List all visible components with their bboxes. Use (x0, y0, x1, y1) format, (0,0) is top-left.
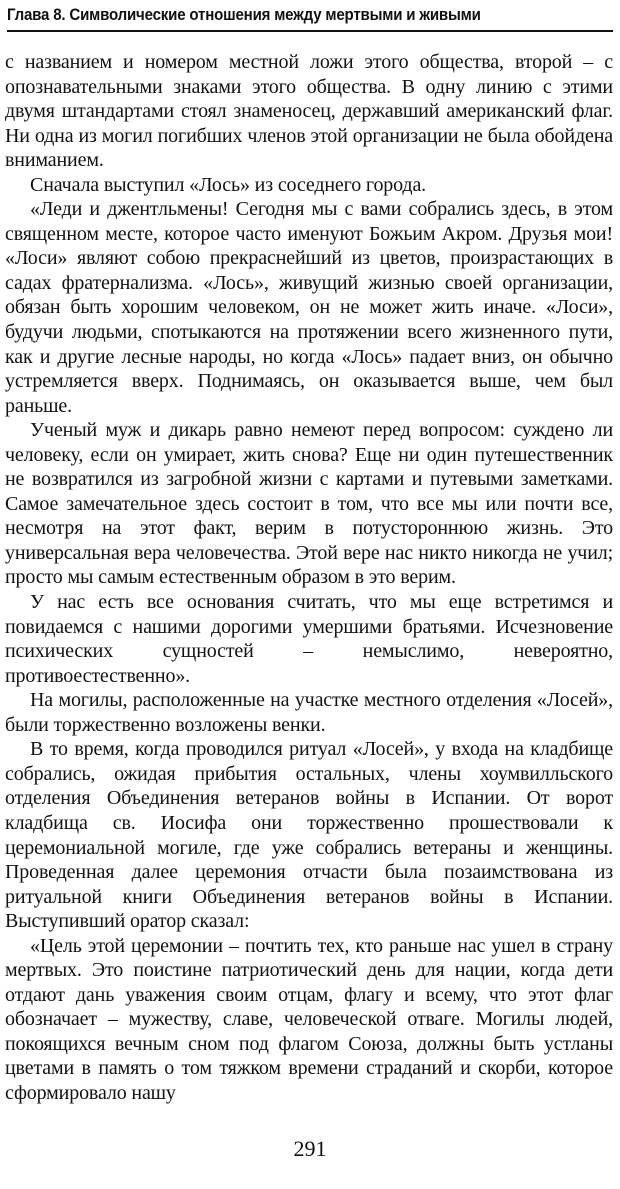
paragraph-2: Сначала выступил «Лось» из соседнего города. (30, 173, 427, 196)
paragraph-8: «Цель этой церемонии – почтить тех, кто раньше нас ушел в страну мертвых. Это поистине патриотический день для нации, когда дети отдают дань уважения своим отцам, флагу и всему, что этот флаг обозначает – мужеству, славе, человеческой отваге. Могилы людей, покоящихся вечным сном под флагом Союза, должны быть устланы цветами в память о том тяжком времени страданий и скорби, которое сформировало нашу (5, 934, 613, 1104)
paragraph-6: На могилы, расположенные на участке местного отделения «Лосей», были торжественно возложены венки. (5, 689, 613, 736)
paragraph-7: В то время, когда проводился ритуал «Лосей», у входа на кладбище собрались, ожидая прибытия остальных, члены хоумвилльского отделения Объединения ветеранов войны в Испании. От ворот кладбища св. Иосифа они торжественно прошествовали к церемониальной могиле, где уже собрались ветераны и женщины. Проведенная далее церемония отчасти была позаимствована из ритуальной книги Объединения ветеранов войны в Испании. Выступивший оратор сказал: (5, 738, 613, 933)
paragraph-1: с названием и номером местной ложи этого общества, второй – с опознавательными знаками этого общества. В одну линию с этими двумя штандартами стоял знаменосец, державший американский флаг. Ни одна из могил погибших членов этой организации не была обойдена вниманием. (5, 51, 613, 172)
chapter-title: Глава 8. Символические отношения между мертвыми и живыми (7, 6, 481, 24)
paragraph-5: У нас есть все основания считать, что мы еще встретимся и повидаемся с нашими дорогими умершими братьями. Исчезновение психических сущностей – немыслимо, невероятно, противоестественно». (5, 591, 613, 687)
page-number: 291 (293, 1136, 327, 1161)
running-header (7, 4, 613, 32)
body-text (5, 50, 613, 1106)
paragraph-4: Ученый муж и дикарь равно немеют перед вопросом: суждено ли человеку, если он умирает, жить снова? Еще ни один путешественник не возвратился из загробной жизни с картами и путевыми заметками. Самое замечательное здесь состоит в том, что все мы или почти все, несмотря на этот факт, верим в потустороннюю жизнь. Это универсальная вера человечества. Этой вере нас никто никогда не учил; просто мы самым естественным образом в это верим. (5, 419, 613, 589)
paragraph-3: «Леди и джентльмены! Сегодня мы с вами собрались здесь, в этом священном месте, которое часто именуют Божьим Акром. Друзья мои! «Лоси» являют собою прекраснейший из цветов, произрастающих в садах фратернализма. «Лось», живущий жизнью своей организации, обязан быть хорошим человеком, он не может жить иначе. «Лоси», будучи людьми, спотыкаются на протяжении всего жизненного пути, как и другие лесные народы, но когда «Лось» падает вниз, он обычно устремляется вверх. Поднимаясь, он оказывается выше, чем был раньше. (5, 198, 613, 417)
